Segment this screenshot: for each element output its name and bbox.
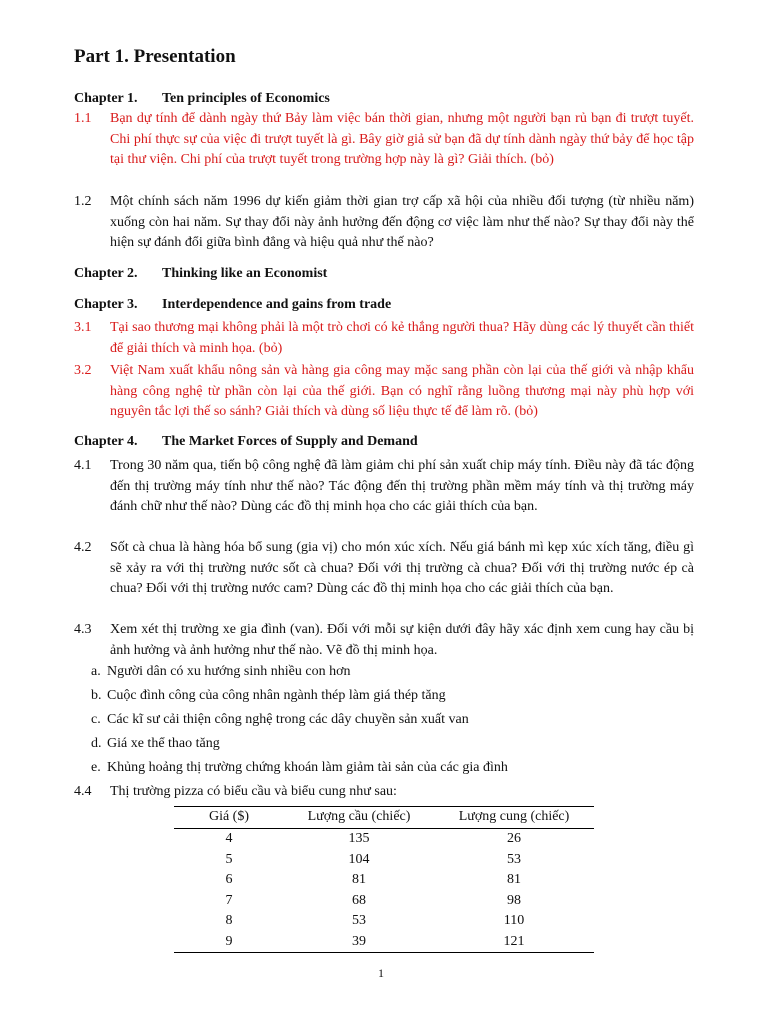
chapter-number: Chapter 1. — [74, 91, 138, 106]
question-3-1 — [74, 318, 694, 359]
question-text: Xem xét thị trường xe gia đình (van). Đối với mỗi sự kiện dưới đây hãy xác định xem cung hay cầu bị ảnh hưởng và ảnh hưởng như thế nào. Vẽ đồ thị minh họa. — [110, 622, 694, 658]
supply-cell: 98 — [507, 892, 521, 908]
sub-item-letter: d. — [91, 736, 102, 751]
chapter-title: The Market Forces of Supply and Demand — [162, 434, 418, 449]
question-number: 1.1 — [74, 111, 92, 126]
sub-item-text: Khủng hoảng thị trường chứng khoán làm giảm tài sản của các gia đình — [107, 760, 508, 775]
table-row — [174, 891, 594, 912]
column-header-supply: Lượng cung (chiếc) — [458, 809, 570, 824]
table-row — [174, 870, 594, 891]
sub-item-text: Giá xe thể thao tăng — [107, 736, 220, 751]
price-cell: 7 — [225, 892, 233, 908]
table-row — [174, 911, 594, 932]
table-row — [174, 829, 594, 850]
supply-cell: 121 — [503, 933, 525, 949]
table-row — [174, 932, 594, 953]
question-4-2 — [74, 538, 694, 600]
question-number: 3.1 — [74, 320, 92, 335]
chapter-title: Thinking like an Economist — [162, 266, 328, 281]
question-number: 1.2 — [74, 194, 92, 209]
chapter-number: Chapter 3. — [74, 297, 138, 312]
sub-item-text: Cuộc đình công của công nhân ngành thép làm giá thép tăng — [107, 688, 446, 703]
demand-cell: 53 — [352, 913, 366, 929]
supply-cell: 81 — [507, 872, 521, 888]
price-cell: 8 — [225, 913, 233, 929]
demand-cell: 81 — [352, 872, 366, 888]
sub-item-letter: b. — [91, 688, 102, 703]
question-text: Trong 30 năm qua, tiến bộ công nghệ đã làm giảm chi phí sản xuất chip máy tính. Điều này đã tác động đến thị trường máy tính như thế nào? Tác động đến thị trường phần mềm máy tính và thị trường máy đánh chữ như thế nào? Dùng các đồ thị minh họa cho các giải thích của bạn. — [110, 458, 694, 514]
demand-cell: 104 — [348, 851, 370, 867]
chapter-title: Interdependence and gains from trade — [162, 297, 392, 312]
demand-cell: 68 — [352, 892, 366, 908]
price-cell: 6 — [225, 872, 233, 888]
question-4-4 — [74, 782, 694, 803]
sub-item-b — [91, 686, 446, 706]
sub-item-letter: c. — [91, 712, 101, 727]
sub-item-letter: a. — [91, 664, 101, 679]
price-cell: 5 — [225, 851, 233, 867]
question-number: 3.2 — [74, 363, 92, 378]
supply-cell: 110 — [503, 913, 525, 929]
supply-cell: 53 — [507, 851, 521, 867]
column-header-price: Giá ($) — [208, 809, 250, 824]
pizza-market-table — [174, 806, 594, 953]
question-text: Sốt cà chua là hàng hóa bổ sung (gia vị) cho món xúc xích. Nếu giá bánh mì kẹp xúc xích tăng, điều gì sẽ xảy ra với thị trường nước sốt cà chua? Đối với thị trường cà chua? Đối với thị trường nước ép cà chua? Đối với thị trường nước cam? Dùng các đồ thị minh họa cho các giải thích của bạn. — [110, 540, 694, 596]
question-text: Bạn dự tính để dành ngày thứ Bảy làm việc bán thời gian, nhưng một người bạn rủ bạn đi trượt tuyết. Chi phí thực sự của việc đi trượt tuyết là gì. Bây giờ giả sử bạn đã dự tính dành ngày thứ bảy để học tập tại thư viện. Chi phí của trượt tuyết trong trường hợp này là gì? Giải thích. (bỏ) — [110, 111, 694, 167]
sub-item-c — [91, 710, 469, 730]
sub-item-d — [91, 734, 220, 754]
question-text: Thị trường pizza có biểu cầu và biểu cung như sau: — [110, 784, 397, 799]
question-number: 4.3 — [74, 622, 92, 637]
supply-cell: 26 — [507, 831, 521, 847]
chapter-number: Chapter 4. — [74, 434, 138, 449]
page-title: Part 1. Presentation — [74, 46, 236, 67]
question-text: Tại sao thương mại không phải là một trò chơi có kẻ thắng người thua? Hãy dùng các lý thuyết cần thiết để giải thích và minh họa. (bỏ) — [110, 320, 694, 356]
sub-item-letter: e. — [91, 760, 101, 775]
question-number: 4.2 — [74, 540, 92, 555]
question-4-3 — [74, 620, 694, 661]
sub-item-e — [91, 758, 508, 778]
column-header-demand: Lượng cầu (chiếc) — [307, 809, 411, 824]
demand-cell: 135 — [348, 831, 370, 847]
chapter-number: Chapter 2. — [74, 266, 138, 281]
page-number: 1 — [378, 966, 384, 980]
question-1-2 — [74, 192, 694, 254]
chapter-3-heading — [74, 297, 391, 313]
table-row — [174, 850, 594, 871]
question-text: Việt Nam xuất khẩu nông sản và hàng gia công may mặc sang phần còn lại của thế giới và nhập khẩu hàng công nghệ từ phần còn lại của thế giới. Bạn có nghĩ rằng luồng thương mại này phù hợp với nguyên tắc lợi thế so sánh? Giải thích và dùng số liệu thực tế để làm rõ. (bỏ) — [110, 363, 694, 419]
chapter-4-heading — [74, 434, 418, 450]
price-cell: 9 — [225, 933, 233, 949]
chapter-1-heading — [74, 91, 330, 107]
sub-item-text: Các kĩ sư cải thiện công nghệ trong các dây chuyền sản xuất van — [107, 712, 469, 727]
question-text: Một chính sách năm 1996 dự kiến giảm thời gian trợ cấp xã hội của nhiều đối tượng (từ nhiều năm) xuống còn hai năm. Sự thay đổi này ảnh hưởng đến động cơ việc làm như thế nào? Sự thay đổi này thể hiện sự đánh đổi giữa bình đẳng và hiệu quả như thế nào? — [110, 194, 694, 250]
chapter-2-heading — [74, 266, 327, 282]
question-number: 4.1 — [74, 458, 92, 473]
sub-item-text: Người dân có xu hướng sinh nhiều con hơn — [107, 664, 351, 679]
chapter-title: Ten principles of Economics — [162, 91, 330, 106]
question-1-1 — [74, 109, 694, 171]
sub-item-a — [91, 662, 350, 682]
question-number: 4.4 — [74, 784, 92, 799]
demand-cell: 39 — [352, 933, 366, 949]
price-cell: 4 — [225, 831, 233, 847]
table-header-row — [174, 807, 594, 829]
question-4-1 — [74, 456, 694, 518]
question-3-2 — [74, 361, 694, 423]
